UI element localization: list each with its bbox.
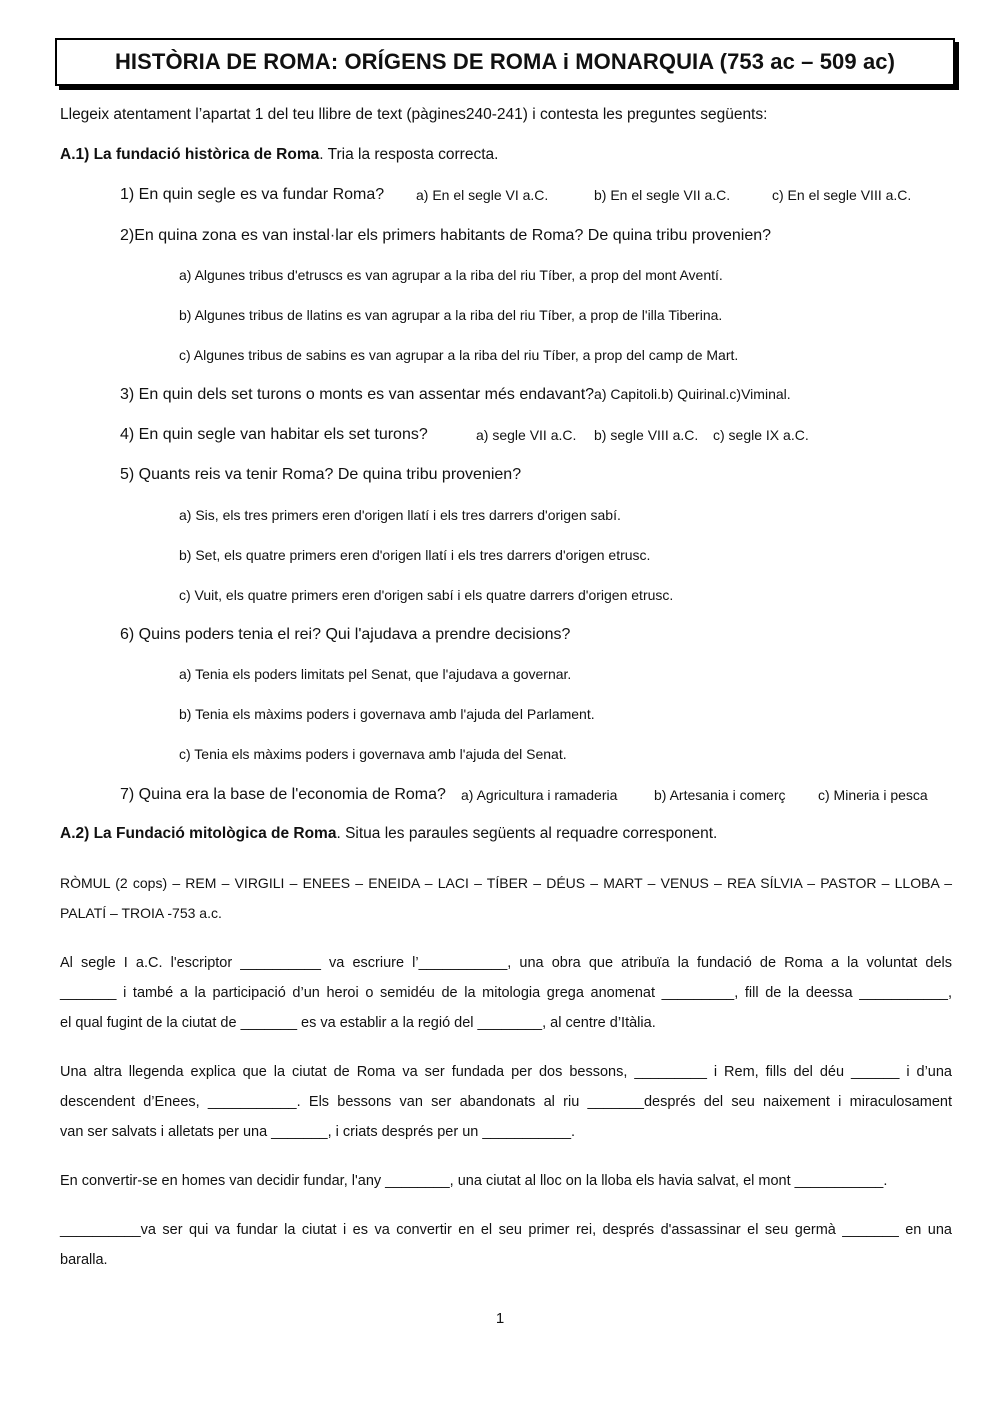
paragraph-4: [60, 1215, 952, 1275]
paragraph-line[interactable]: baralla.: [60, 1252, 108, 1268]
q3-line: [120, 386, 791, 404]
paragraph-line[interactable]: descendent d’Enees, ___________. Els bessons van ser abandonats al riu _______després del seu naixement i miraculosament: [60, 1094, 952, 1110]
q5-option-a[interactable]: a) Sis, els tres primers eren d'origen llatí i els tres darrers d'origen sabí.: [179, 507, 621, 523]
q2-option-b[interactable]: b) Algunes tribus de llatins es van agrupar a la riba del riu Tíber, a prop de l'illa Tiberina.: [179, 307, 723, 323]
q4-option-c[interactable]: c) segle IX a.C.: [713, 427, 809, 443]
q2-option-a[interactable]: a) Algunes tribus d'etruscs es van agrupar a la riba del riu Tíber, a prop del mont Aventí.: [179, 267, 723, 283]
q4-option-a[interactable]: a) segle VII a.C.: [476, 427, 577, 443]
q2-option-c[interactable]: c) Algunes tribus de sabins es van agrupar a la riba del riu Tíber, a prop del camp de Mart.: [179, 347, 739, 363]
section1-heading: A.1) La fundació històrica de Roma: [60, 146, 320, 163]
page-number: 1: [495, 1310, 505, 1327]
page-title: HISTÒRIA DE ROMA: ORÍGENS DE ROMA i MONARQUIA (753 ac – 509 ac): [114, 49, 896, 74]
q7-option-b[interactable]: b) Artesania i comerç: [654, 787, 786, 803]
q1-text: 1) En quin segle es va fundar Roma?: [120, 186, 385, 203]
q2-text: 2)En quina zona es van instal·lar els primers habitants de Roma? De quina tribu provenien?: [120, 227, 772, 244]
paragraph-line[interactable]: En convertir-se en homes van decidir fundar, l'any ________, una ciutat al lloc on la lloba els havia salvat, el mont ___________.: [60, 1173, 888, 1189]
q7-option-c[interactable]: c) Mineria i pesca: [818, 787, 928, 803]
paragraph-line[interactable]: _______ i també a la participació d’un heroi o semidéu de la mitologia grega anomenat _________, fill de la deessa ___________,: [60, 985, 952, 1001]
q5-option-b[interactable]: b) Set, els quatre primers eren d'origen llatí i els tres darrers d'origen etrusc.: [179, 547, 651, 563]
q6-option-b[interactable]: b) Tenia els màxims poders i governava amb l'ajuda del Parlament.: [179, 706, 595, 722]
q6-text: 6) Quins poders tenia el rei? Qui l'ajudava a prendre decisions?: [120, 626, 571, 643]
section1-instruction: . Tria la resposta correcta.: [319, 146, 499, 163]
section2-heading-line: [60, 825, 717, 843]
q4-option-b[interactable]: b) segle VIII a.C.: [594, 427, 699, 443]
q3-text: 3) En quin dels set turons o monts es van assentar més endavant?: [120, 386, 595, 403]
q4-text: 4) En quin segle van habitar els set turons?: [120, 426, 428, 443]
section2-heading: A.2) La Fundació mitològica de Roma: [60, 825, 337, 842]
q6-option-a[interactable]: a) Tenia els poders limitats pel Senat, que l'ajudava a governar.: [179, 666, 572, 682]
paragraph-line[interactable]: Al segle I a.C. l'escriptor __________ va escriure l’___________, una obra que atribuïa la fundació de Roma a la voluntat dels: [60, 955, 952, 971]
paragraph-1: [60, 948, 952, 1038]
q1-option-b[interactable]: b) En el segle VII a.C.: [594, 187, 731, 203]
q1-option-a[interactable]: a) En el segle VI a.C.: [416, 187, 549, 203]
q7-text: 7) Quina era la base de l'economia de Roma?: [120, 786, 446, 803]
q5-option-c[interactable]: c) Vuit, els quatre primers eren d'origen sabí i els quatre darrers d'origen etrusc.: [179, 587, 674, 603]
paragraph-line[interactable]: __________va ser qui va fundar la ciutat i es va convertir en el seu primer rei, després d'assassinar el seu germà _______ en una: [60, 1222, 952, 1238]
q7-option-a[interactable]: a) Agricultura i ramaderia: [461, 787, 618, 803]
section1-heading-line: [60, 146, 498, 164]
paragraph-2: [60, 1057, 952, 1147]
word-bank: RÒMUL (2 cops) – REM – VIRGILI – ENEES – ENEIDA – LACI – TÍBER – DÉUS – MART – VENUS – REA SÍLVIA – PASTOR – LLOBA – PALATÍ – TROIA -753 a.c.: [60, 875, 952, 921]
paragraph-3: [60, 1166, 952, 1196]
section2-instruction: . Situa les paraules següents al requadre corresponent.: [336, 825, 718, 842]
q6-option-c[interactable]: c) Tenia els màxims poders i governava amb l'ajuda del Senat.: [179, 746, 567, 762]
q1-option-c[interactable]: c) En el segle VIII a.C.: [772, 187, 912, 203]
title-box: [55, 38, 955, 86]
paragraph-line[interactable]: van ser salvats i alletats per una _______, i criats després per un ___________.: [60, 1124, 576, 1140]
q5-text: 5) Quants reis va tenir Roma? De quina tribu provenien?: [120, 466, 522, 483]
paragraph-line[interactable]: Una altra llegenda explica que la ciutat de Roma va ser fundada per dos bessons, _________ i Rem, fills del déu ______ i d’una: [60, 1064, 952, 1080]
q3-options[interactable]: a) Capitoli.b) Quirinal.c)Viminal.: [594, 386, 791, 402]
paragraph-line[interactable]: el qual fugint de la ciutat de _______ es va establir a la regió del ________, al centre d’Itàlia.: [60, 1015, 656, 1031]
intro-text: Llegeix atentament l’apartat 1 del teu llibre de text (pàgines240-241) i contesta les preguntes següents:: [60, 106, 768, 123]
